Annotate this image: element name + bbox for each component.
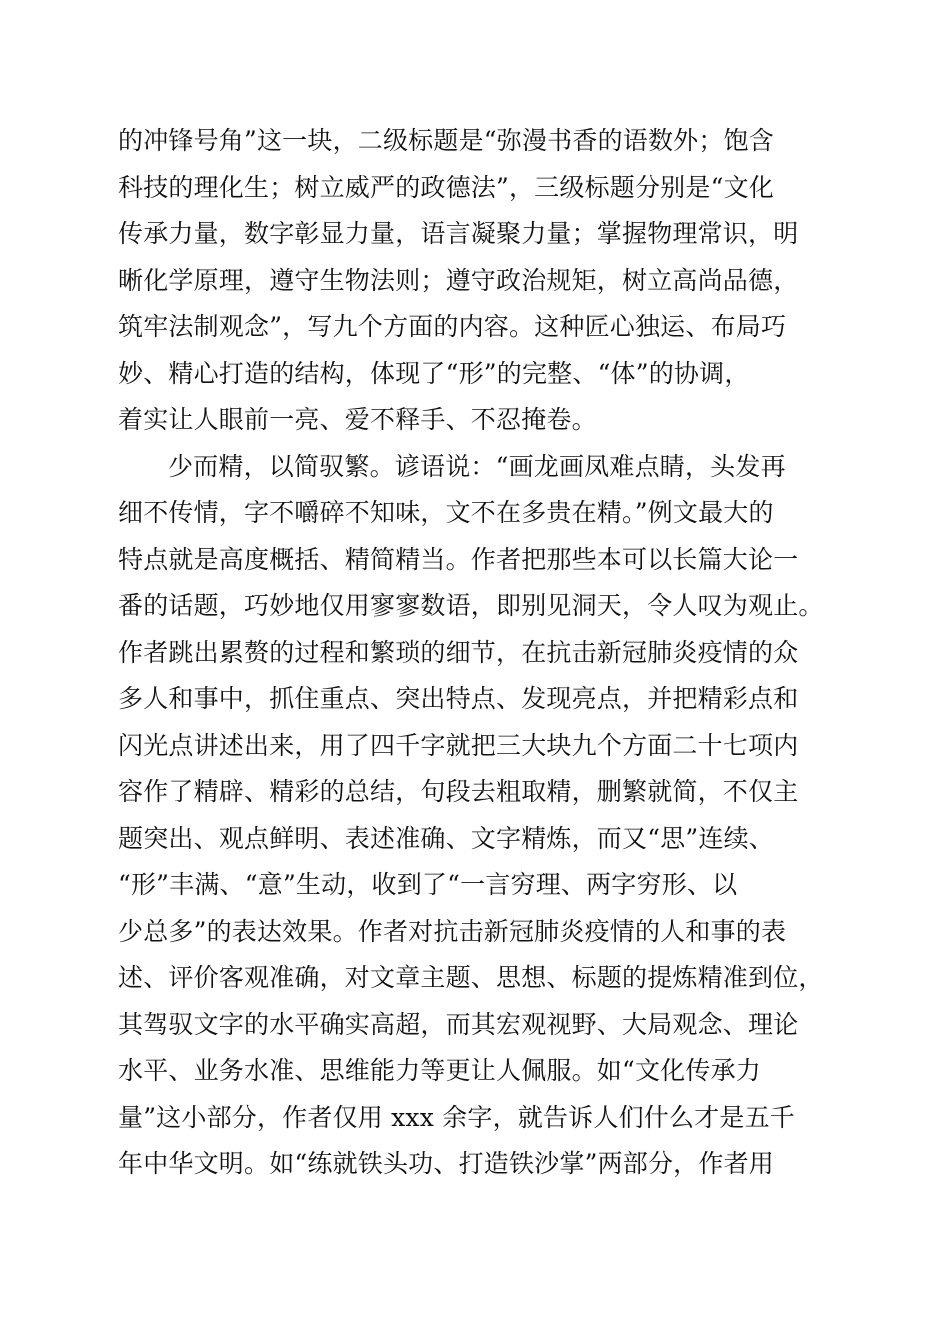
text-line: 着实让人眼前一亮、爱不释手、不忍掩卷。	[118, 405, 597, 434]
text-line: 少总多”的表达效果。作者对抗击新冠肺炎疫情的人和事的表	[118, 916, 787, 946]
text-line: 水平、业务水准、思维能力等更让人佩服。如“文化传承力	[118, 1056, 761, 1085]
text-line: 传承力量，数字彰显力量，语言凝聚力量；掌握物理常识，明	[118, 219, 799, 248]
text-line: 年中华文明。如“练就铁头功、打造铁沙掌”两部分，作者用	[118, 1149, 774, 1178]
text-line: 细不传情，字不嚼碎不知味，文不在多贵在精。”例文最大的	[118, 498, 774, 527]
text-line: 作者跳出累赘的过程和繁琐的细节，在抗击新冠肺炎疫情的众	[118, 637, 799, 667]
text-line: 特点就是高度概括、精简精当。作者把那些本可以长篇大论一	[118, 544, 799, 574]
text-line: 少而精，以简驭繁。谚语说：“画龙画凤难点睛，头发再	[168, 451, 786, 481]
text-line: 题突出、观点鲜明、表述准确、文字精炼，而又“思”连续、	[118, 823, 774, 853]
paragraph-2	[118, 444, 838, 1188]
text-line: 容作了精辟、精彩的总结，句段去粗取精，删繁就简，不仅主	[118, 777, 799, 806]
text-line: 的冲锋号角”这一块，二级标题是“弥漫书香的语数外；饱含	[118, 126, 774, 155]
text-line: 闪光点讲述出来，用了四千字就把三大块九个方面二十七项内	[118, 730, 799, 760]
text-line: 妙、精心打造的结构，体现了“形”的完整、“体”的协调，	[118, 358, 750, 388]
text-line: 筑牢法制观念”，写九个方面的内容。这种匠心独运、布局巧	[118, 312, 787, 341]
text-line: 述、评价客观准确，对文章主题、思想、标题的提炼精准到位，	[118, 963, 824, 992]
text-line: 其驾驭文字的水平确实高超，而其宏观视野、大局观念、理论	[118, 1009, 799, 1039]
text-line: “形”丰满、“意”生动，收到了“一言穷理、两字穷形、以	[118, 870, 738, 899]
text-line: 番的话题，巧妙地仅用寥寥数语，即别见洞天，令人叹为观止。	[118, 591, 824, 620]
text-line: 量”这小部分，作者仅用 xxx 余字，就告诉人们什么才是五千	[118, 1102, 795, 1132]
text-line: 多人和事中，抓住重点、突出特点、发现亮点，并把精彩点和	[118, 684, 799, 713]
text-line: 科技的理化生；树立威严的政德法”，三级标题分别是“文化	[118, 172, 774, 202]
body-text	[118, 118, 838, 1188]
paragraph-1	[118, 118, 838, 444]
text-line: 晰化学原理，遵守生物法则；遵守政治规矩，树立高尚品德，	[118, 265, 799, 295]
